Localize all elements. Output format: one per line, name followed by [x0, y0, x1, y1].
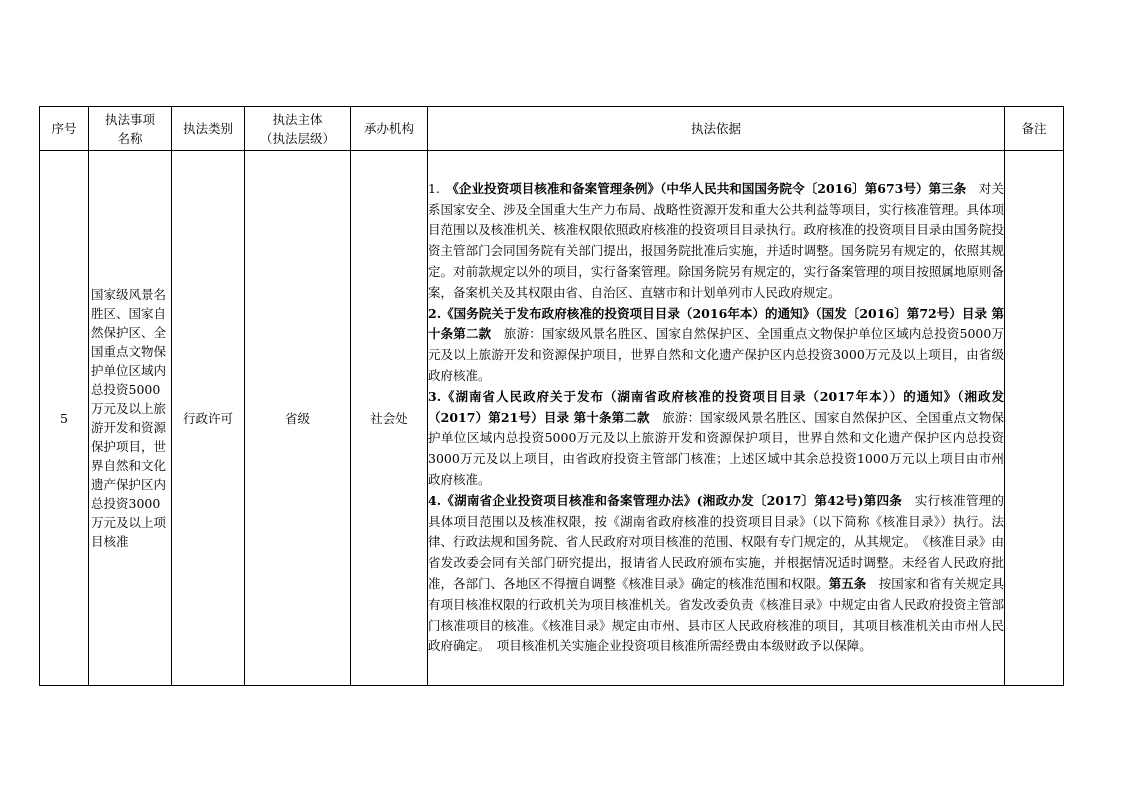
table-row: [40, 151, 1064, 686]
header-item-name-line2: 名称: [117, 130, 143, 146]
basis-clause-4-text2: 按国家和省有关规定具有项目核准权限的行政机关为项目核准机关。省发改委负责《核准目录》中规定由省人民政府投资主管部门核准项目的核准。《核准目录》规定由市州、县市区人民政府核准的项目，其项目核准机关由市州人民政府确定。 项目核准机关实施企业投资项目核准所需经费由本级财政予以保障。: [428, 575, 1004, 654]
header-row: [40, 107, 1064, 151]
basis-clause-3-text: 旅游：国家级风景名胜区、国家自然保护区、全国重点文物保护单位区域内总投资5000万元及以上旅游开发和资源保护项目，世界自然和文化遗产保护区内总投资3000万元及以上项目，由省政府投资主管部门核准；上述区域中其余总投资1000万元以上项目由市州政府核准。: [428, 409, 1004, 487]
basis-clause-2-title: 2.《国务院关于发布政府核准的投资项目目录（2016年本）的通知》（国发〔2016〕第72号）目录 第十条第二款: [428, 305, 1004, 342]
basis-clause-4-text: 实行核准管理的具体项目范围以及核准权限，按《湖南省政府核准的投资项目目录》（以下简称《核准目录》）执行。法律、行政法规和国务院、省人民政府对项目核准的范围、权限有专门规定的，从其规定。 《核准目录》由省发改委会同有关部门研究提出，报请省人民政府颁布实施，并根据情况适时调整。未经省人民政府批准，各部门、各地区不得擅自调整《核准目录》确定的核准范围和权限。: [428, 492, 1004, 591]
basis-clause-4-title2: 第五条: [828, 575, 867, 591]
basis-clause-3-title: 3.《湖南省人民政府关于发布（湖南省政府核准的投资项目目录（2017年本））的通知》（湘政发（2017）第21号）目录 第十条第二款: [428, 388, 1004, 425]
cell-basis: [428, 151, 1005, 686]
basis-clause-1-text: 对关系国家安全、涉及全国重大生产力布局、战略性资源开发和重大公共利益等项目，实行核准管理。具体项目范围以及核准机关、核准权限依照政府核准的投资项目目录执行。政府核准的投资项目目录由国务院投资主管部门会同国务院有关部门提出，报国务院批准后实施，并适时调整。国务院另有规定的，依照其规定。对前款规定以外的项目，实行备案管理。除国务院另有规定的，实行备案管理的项目按照属地原则备案，备案机关及其权限由省、自治区、直辖市和计划单列市人民政府规定。: [428, 180, 1004, 300]
header-subject: [245, 107, 351, 151]
cell-category: 行政许可: [172, 151, 245, 686]
header-agency: 承办机构: [351, 107, 428, 151]
basis-clause-1-num: 1.: [428, 180, 453, 196]
basis-clause-1: [428, 179, 1004, 304]
basis-clause-1-title: 《企业投资项目核准和备案管理条例》（中华人民共和国国务院令〔2016〕第673号）第三条: [452, 180, 967, 196]
header-seq: 序号: [40, 107, 89, 151]
cell-agency: 社会处: [351, 151, 428, 686]
header-basis: 执法依据: [428, 107, 1005, 151]
header-subject-line2: （执法层级）: [259, 130, 335, 146]
cell-remarks: [1005, 151, 1064, 686]
law-enforcement-table: [39, 106, 1064, 686]
basis-clause-3: [428, 387, 1004, 491]
header-item-name: [89, 107, 172, 151]
cell-item-name: [89, 151, 172, 686]
cell-subject: 省级: [245, 151, 351, 686]
header-category: 执法类别: [172, 107, 245, 151]
item-name-text: 国家级风景名胜区、国家自然保护区、全国重点文物保护单位区域内总投资5000万元及以上旅游开发和资源保护项目，世界自然和文化遗产保护区内总投资3000万元及以上项目核准: [91, 287, 167, 549]
basis-clause-4-title: 4.《湖南省企业投资项目核准和备案管理办法》(湘政办发〔2017〕第42号)第四条: [428, 492, 903, 508]
header-remarks: 备注: [1005, 107, 1064, 151]
header-subject-line1: 执法主体: [272, 111, 323, 127]
basis-clause-4: [428, 491, 1004, 657]
basis-clause-2-text: 旅游：国家级风景名胜区、国家自然保护区、全国重点文物保护单位区域内总投资5000万元及以上旅游开发和资源保护项目，世界自然和文化遗产保护区内总投资3000万元及以上项目，由省级政府核准。: [428, 326, 1004, 383]
basis-clause-2: [428, 304, 1004, 387]
header-item-name-line1: 执法事项: [104, 111, 155, 127]
cell-seq: 5: [40, 151, 89, 686]
